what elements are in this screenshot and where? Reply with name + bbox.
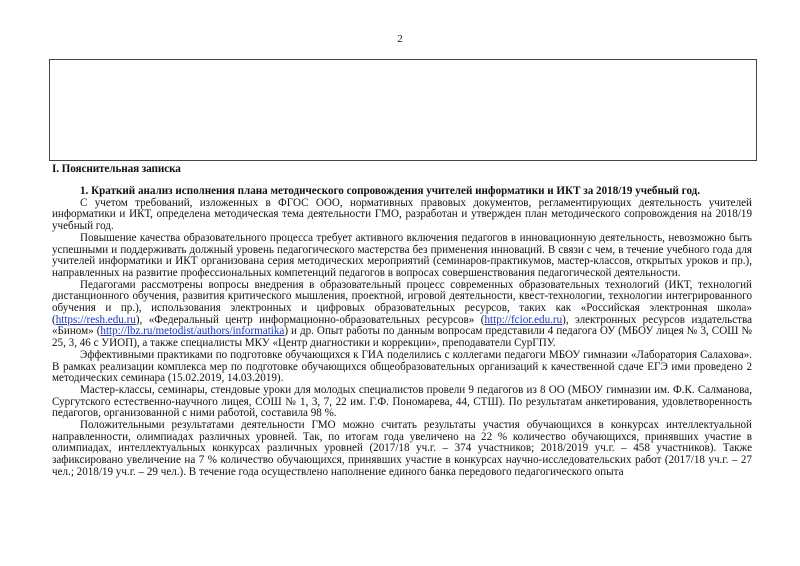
document-body (52, 186, 752, 479)
paragraph-3-text-b: ), «Федеральный центр информационно-образовательных ресурсов» ( (135, 313, 485, 326)
paragraph-6: Положительными результатами деятельности ГМО можно считать результаты участия обучающихся в конкурсах интеллектуальной направленности, олимпиадах различных уровней. Так, по итогам года увеличено на 22 % количество обучающихся, принявших участие в олимпиадах, интеллектуальных конкурсах различных уровней (2017/18 уч.г. – 374 участников; 2018/2019 уч.г. – 458 участников). Также зафиксировано увеличение на 7 % количество обучающихся, принявших участие в конкурсах научно-исследовательских работ (2017/18 уч.г. – 27 чел.; 2018/19 уч.г. – 29 чел.). В течение года осуществлено наполнение единого банка передового педагогического опыта (52, 419, 752, 478)
paragraph-3-text-c: ), электронных ресурсов издательства «Бином» ( (52, 313, 752, 338)
blank-frame (49, 59, 757, 161)
link-resh[interactable]: https://resh.edu.ru (55, 313, 136, 326)
paragraph-4: Эффективными практиками по подготовке обучающихся к ГИА поделились с коллегами педагоги МБОУ гимназии «Лаборатория Салахова». В рамках реализации комплекса мер по подготовке обучающихся общеобразовательных организаций к качественной сдаче ЕГЭ ими проведено 2 методических семинара (15.02.2019, 14.03.2019). (52, 348, 752, 385)
paragraph-5: Мастер-классы, семинары, стендовые уроки для молодых специалистов провели 9 педагогов из 8 ОО (МБОУ гимназии им. Ф.К. Салманова, Сургутского естественно-научного лицея, СОШ № 1, 3, 7, 22 им. Г.Ф. Пономарева, 44, СТШ). По результатам анкетирования, удовлетворенность педагогов, организованной с ними работой, составила 98 %. (52, 383, 752, 420)
link-fcior[interactable]: http://fcior.edu.ru (484, 313, 563, 326)
paragraph-2: Повышение качества образовательного процесса требует активного включения педагогов в инновационную деятельность, невозможно быть успешными и поддерживать должный уровень педагогического мастерства без применения инноваций. В связи с чем, в течение учебного года для учителей информатики и ИКТ организована серия методических мероприятий (семинаров-практикумов, мастер-классов, открытых уроков и пр.), направленных на развитие профессиональных компетенций педагогов в вопросах совершенствования педагогической деятельности. (52, 231, 752, 279)
link-lbz[interactable]: http://lbz.ru/metodist/authors/informatika (100, 325, 285, 338)
paragraph-3 (52, 280, 752, 350)
paragraph-3-text-d: ) и др. Опыт работы по данным вопросам представили 4 педагога ОУ (МБОУ лицея № 3, СОШ № 25, 3, 46 с УИОП), а также специалисты МКУ «Центр диагностики и коррекции», преподаватели СурГПУ. (52, 325, 752, 350)
subsection-heading: 1. Краткий анализ исполнения плана методического сопровождения учителей информатики и ИКТ за 2018/19 учебный год. (80, 185, 701, 197)
paragraph-3-text-a: Педагогами рассмотрены вопросы внедрения в образовательный процесс современных образовательных технологий (ИКТ, технологий дистанционного обучения, развития критического мышления, проектной, игровой деятельности, квест-технологии, технологии интегрированного обучения и пр.), использования электронных и цифровых образовательных ресурсов, таких как «Российская электронная школа» ( (52, 278, 752, 326)
page-number: 2 (397, 33, 403, 45)
paragraph-1: С учетом требований, изложенных в ФГОС ООО, нормативных правовых документов, регламентирующих деятельность учителей информатики и ИКТ, определена методическая тема деятельности ГМО, разработан и утвержден план методического сопровождения на 2018/19 учебный год. (52, 196, 752, 233)
section-heading: I. Пояснительная записка (52, 163, 181, 175)
